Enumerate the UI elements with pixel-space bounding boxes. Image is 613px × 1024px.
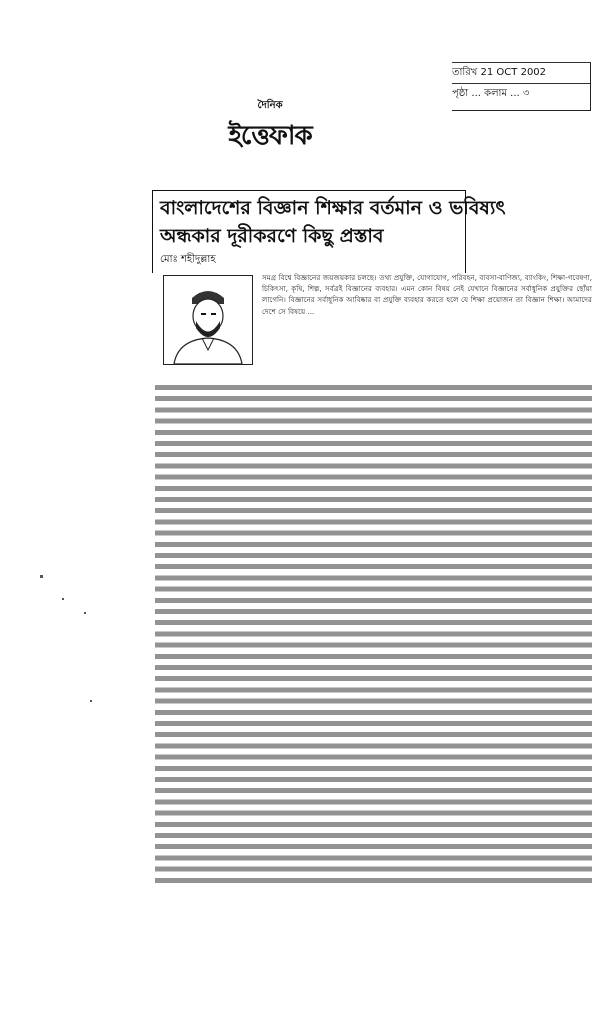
scan-speck bbox=[84, 612, 86, 614]
stamp-date-label: তারিখ bbox=[452, 67, 478, 78]
article-byline: মোঃ শহীদুল্লাহ bbox=[160, 254, 216, 265]
stamp-date-line bbox=[452, 62, 590, 83]
article-lead-paragraph: সমগ্র বিশ্বে বিজ্ঞানের জয়জয়কার চলছে। তথ্য প্রযুক্তি, যোগাযোগ, পরিবহন, ব্যবসা-বাণিজ্য, ব্যাংকিং, শিক্ষা-গবেষণা, চিকিৎসা, কৃষি, শিল্প, সর্বত্রই বিজ্ঞানের ব্যবহার। এমন কোন বিষয় নেই যেখানে বিজ্ঞানের সর্বাধুনিক প্রযুক্তির ছোঁয়া লাগেনি। বিজ্ঞানের সর্বাধুনিক আবিষ্কার বা প্রযুক্তি ব্যবহার করতে হলে যে শিক্ষা প্রয়োজন তা বিজ্ঞান শিক্ষা। আমাদের দেশে সে বিষয়ে ... bbox=[262, 273, 592, 316]
article-subheadline: অন্ধকার দূরীকরণে কিছু প্রস্তাব bbox=[160, 225, 384, 247]
scan-speck bbox=[40, 575, 43, 578]
author-photo bbox=[163, 275, 253, 365]
newspaper-masthead bbox=[215, 98, 325, 159]
stamp-date: 21 OCT 2002 bbox=[480, 67, 547, 78]
stamp-page-value: ... কলাম ... ৩ bbox=[471, 88, 530, 99]
article-body-text-scan bbox=[155, 385, 592, 883]
article-headline: বাংলাদেশের বিজ্ঞান শিক্ষার বর্তমান ও ভবিষ্যৎ bbox=[160, 197, 506, 219]
masthead-name: ইত্তেফাক bbox=[228, 121, 312, 151]
author-portrait-image bbox=[164, 276, 252, 364]
scan-speck bbox=[90, 700, 92, 702]
stamp-page-line bbox=[452, 83, 590, 104]
archive-date-stamp bbox=[452, 62, 591, 111]
stamp-page-label: পৃষ্ঠা bbox=[452, 88, 469, 99]
scan-speck bbox=[62, 598, 64, 600]
masthead-daily-label: দৈনিক bbox=[257, 100, 283, 111]
